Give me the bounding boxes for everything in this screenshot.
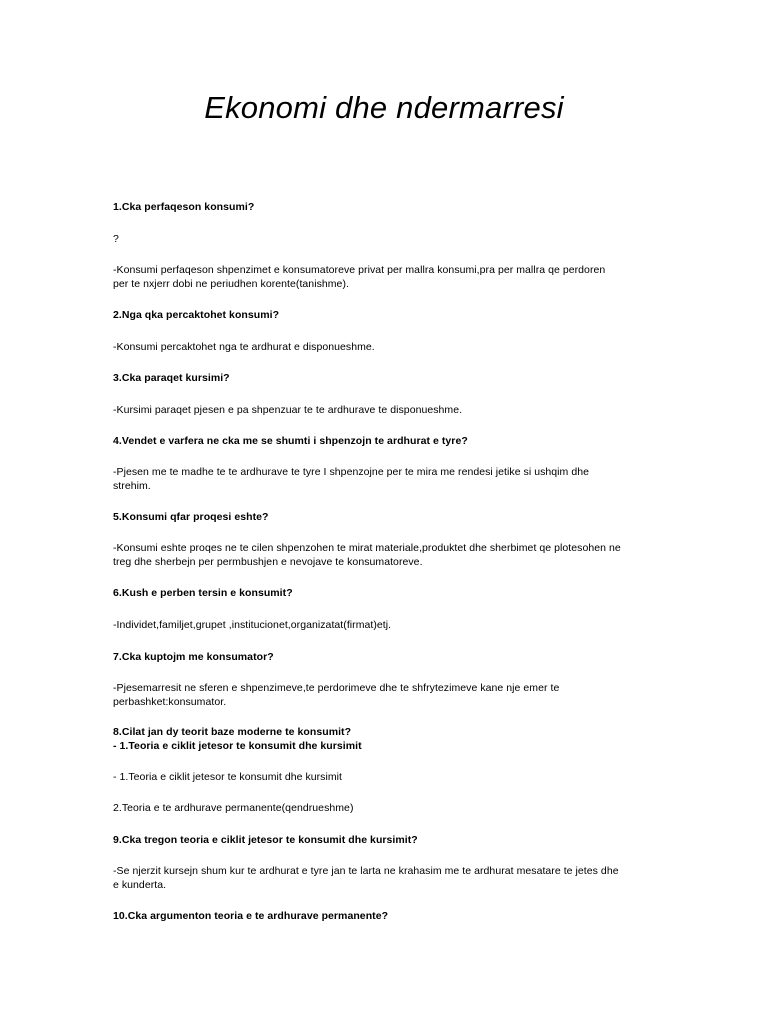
question-10: 10.Cka argumenton teoria e te ardhurave permanente?: [113, 910, 389, 922]
answer-4-line-2: strehim.: [113, 480, 151, 492]
question-8-subheading: - 1.Teoria e ciklit jetesor te konsumit dhe kursimit: [113, 740, 362, 752]
answer-9-line-2: e kunderta.: [113, 879, 167, 891]
question-2: 2.Nga qka percaktohet konsumi?: [113, 309, 280, 321]
document-title: Ekonomi dhe ndermarresi: [204, 90, 564, 125]
question-5: 5.Konsumi qfar proqesi eshte?: [113, 511, 269, 523]
question-1: 1.Cka perfaqeson konsumi?: [113, 201, 255, 213]
answer-7-line-2: perbashket:konsumator.: [113, 696, 227, 708]
placeholder-line: ?: [113, 233, 119, 245]
answer-3: -Kursimi paraqet pjesen e pa shpenzuar te te ardhurave te disponueshme.: [113, 404, 463, 416]
answer-2: -Konsumi percaktohet nga te ardhurat e disponueshme.: [113, 341, 375, 353]
answer-5-line-1: -Konsumi eshte proqes ne te cilen shpenzohen te mirat materiale,produktet dhe sherbimet qe plotesohen ne: [113, 542, 621, 554]
answer-4-line-1: -Pjesen me te madhe te te ardhurave te tyre I shpenzojne per te mira me rendesi jetike si ushqim dhe: [113, 466, 589, 478]
answer-9-line-1: -Se njerzit kursejn shum kur te ardhurat e tyre jan te larta ne krahasim me te ardhurat mesatare te jetes dhe: [113, 865, 619, 877]
question-9: 9.Cka tregon teoria e ciklit jetesor te konsumit dhe kursimit?: [113, 834, 418, 846]
question-4: 4.Vendet e varfera ne cka me se shumti i shpenzojn te ardhurat e tyre?: [113, 435, 468, 447]
question-8: 8.Cilat jan dy teorit baze moderne te konsumit?: [113, 726, 352, 738]
answer-8-line-1: - 1.Teoria e ciklit jetesor te konsumit dhe kursimit: [113, 771, 343, 783]
answer-1-line-1: -Konsumi perfaqeson shpenzimet e konsumatoreve privat per mallra konsumi,pra per mallra qe perdoren: [113, 264, 606, 276]
question-3: 3.Cka paraqet kursimi?: [113, 372, 230, 384]
answer-6: -Individet,familjet,grupet ,institucionet,organizatat(firmat)etj.: [113, 619, 392, 631]
answer-8-line-2: 2.Teoria e te ardhurave permanente(qendrueshme): [113, 802, 354, 814]
question-6: 6.Kush e perben tersin e konsumit?: [113, 587, 293, 599]
answer-7-line-1: -Pjesemarresit ne sferen e shpenzimeve,te perdorimeve dhe te shfrytezimeve kane nje emer te: [113, 682, 560, 694]
answer-5-line-2: treg dhe sherbejn per permbushjen e nevojave te konsumatoreve.: [113, 556, 423, 568]
question-7: 7.Cka kuptojm me konsumator?: [113, 651, 274, 663]
answer-1-line-2: per te nxjerr dobi ne periudhen korente(tanishme).: [113, 278, 349, 290]
